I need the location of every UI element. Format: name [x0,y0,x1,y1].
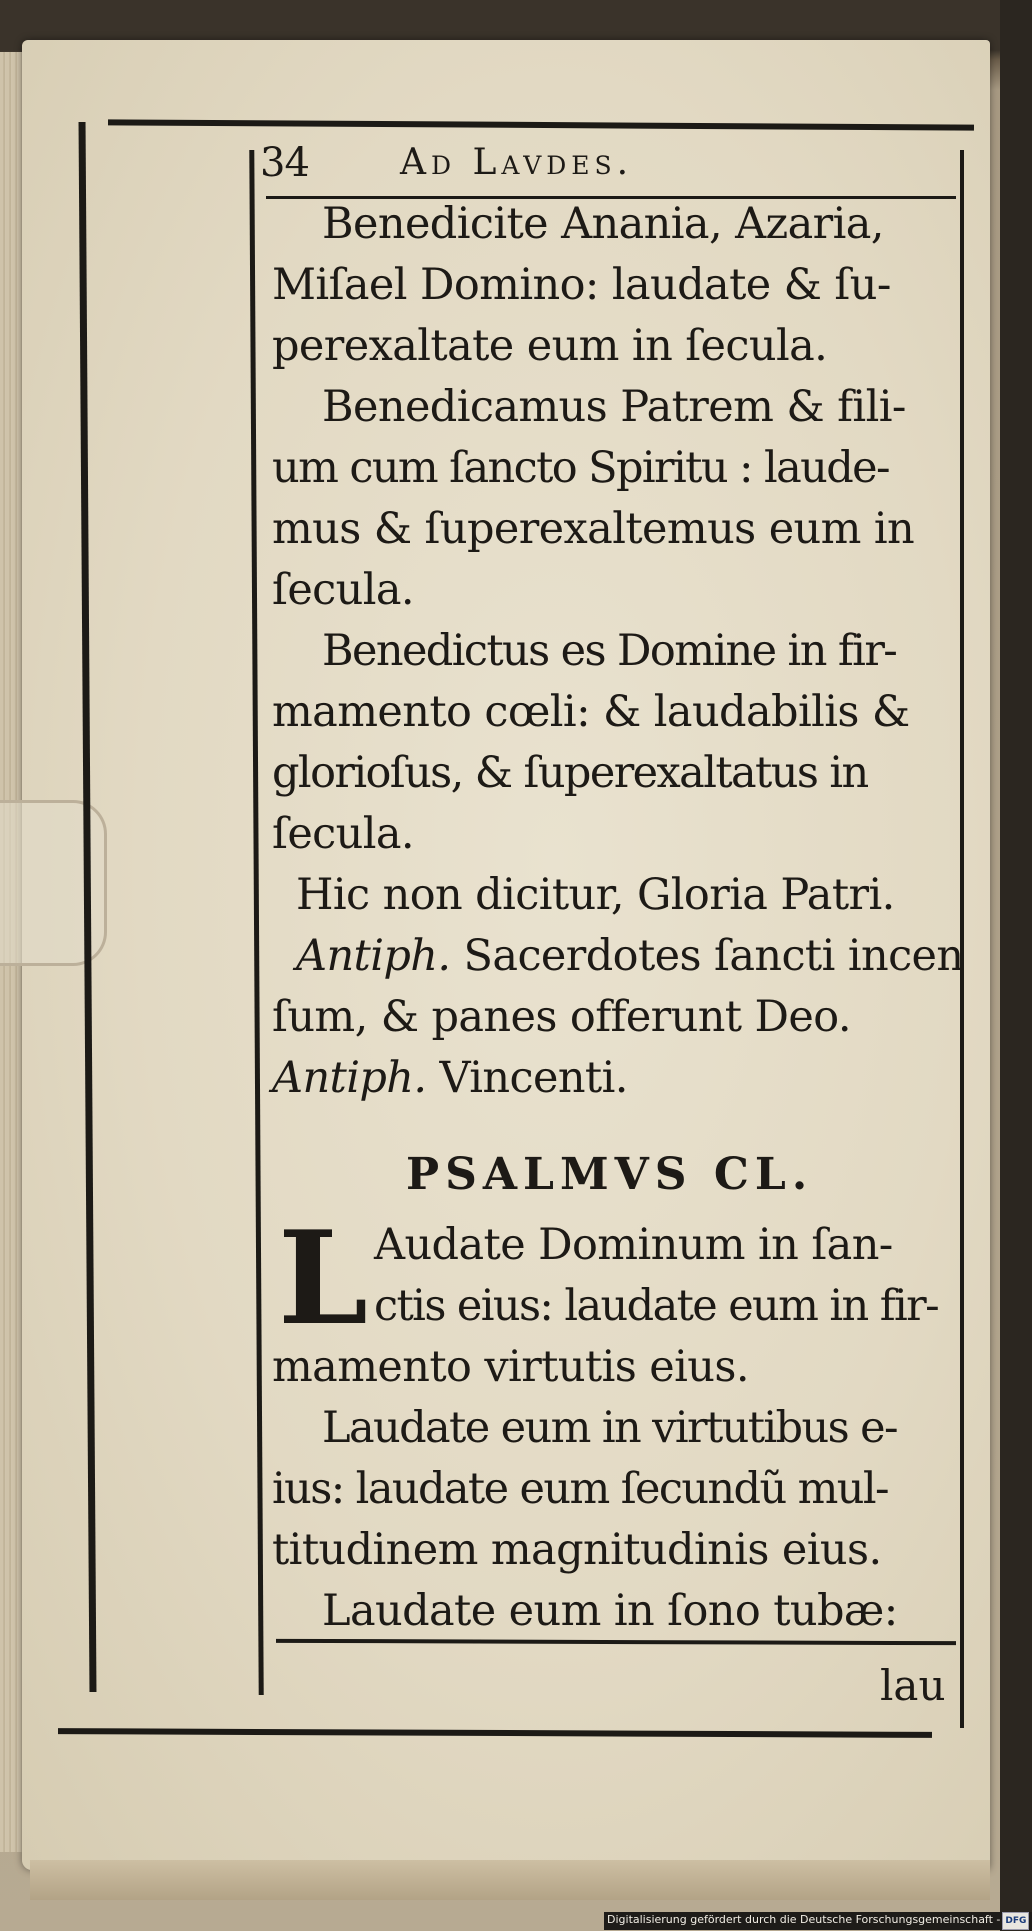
text-line: ſecula. [272,809,414,859]
running-head [260,124,962,194]
text-line: Miſael Domino: laudate & ſu- [272,260,891,310]
text-block [260,124,964,1642]
text-line: glorioſus, & ſuperexaltatus in [272,748,868,798]
text-line: Audate Dominum in ſan- [374,1220,893,1270]
antiphon-line: ſum, & panes offerunt Deo. [272,992,851,1042]
running-head-title: Ad Lavdes. [400,142,634,183]
text-line: ſecula. [272,565,414,615]
text-line: mamento cœli: & laudabilis & [272,687,910,737]
antiphon-label: Antiph. [272,1053,427,1103]
text-line: um cum ſancto Spiritu : laude- [272,443,889,493]
catchword: lau [880,1661,946,1710]
dfg-logo: DFG [1002,1912,1029,1930]
psalm-title: PSALMVS CL. [406,1149,814,1200]
text-line: perexaltate eum in ſecula. [272,321,828,371]
text-line: ius: laudate eum ſecundũ mul- [272,1464,888,1514]
rubric-line: Hic non dicitur, Gloria Patri. [296,870,895,920]
text-line: Laudate eum in virtutibus e- [322,1403,897,1453]
antiphon-text: Sacerdotes ſancti incen [463,931,964,981]
text-line: Benedictus es Domine in fir- [322,626,897,676]
text-line: ctis eius: laudate eum in fir- [374,1281,939,1331]
digitization-credit [604,1912,1032,1930]
text-line: titudinem magnitudinis eius. [272,1525,882,1575]
text-line: mamento virtutis eius. [272,1342,749,1392]
page-bottom-edge [30,1860,990,1900]
antiphon-line [272,926,962,987]
drop-cap: L [278,1204,368,1354]
canticle-text [272,194,962,865]
antiphon-label: Antiph. [296,931,451,981]
text-line: Benedicite Anania, Azaria, [322,199,884,249]
text-line: Laudate eum in ſono tubæ: [322,1586,898,1636]
credit-text: Digitalisierung gefördert durch die Deutsche Forschungsgemeinschaft - [607,1913,1001,1926]
antiphon-text: Vincenti. [439,1053,628,1103]
text-line: mus & ſuperexaltemus eum in [272,504,915,554]
antiphon-line [272,1048,962,1109]
page-number: 34 [260,140,309,186]
psalm-text [272,1204,962,1642]
text-line: Benedicamus Patrem & fili- [322,382,906,432]
